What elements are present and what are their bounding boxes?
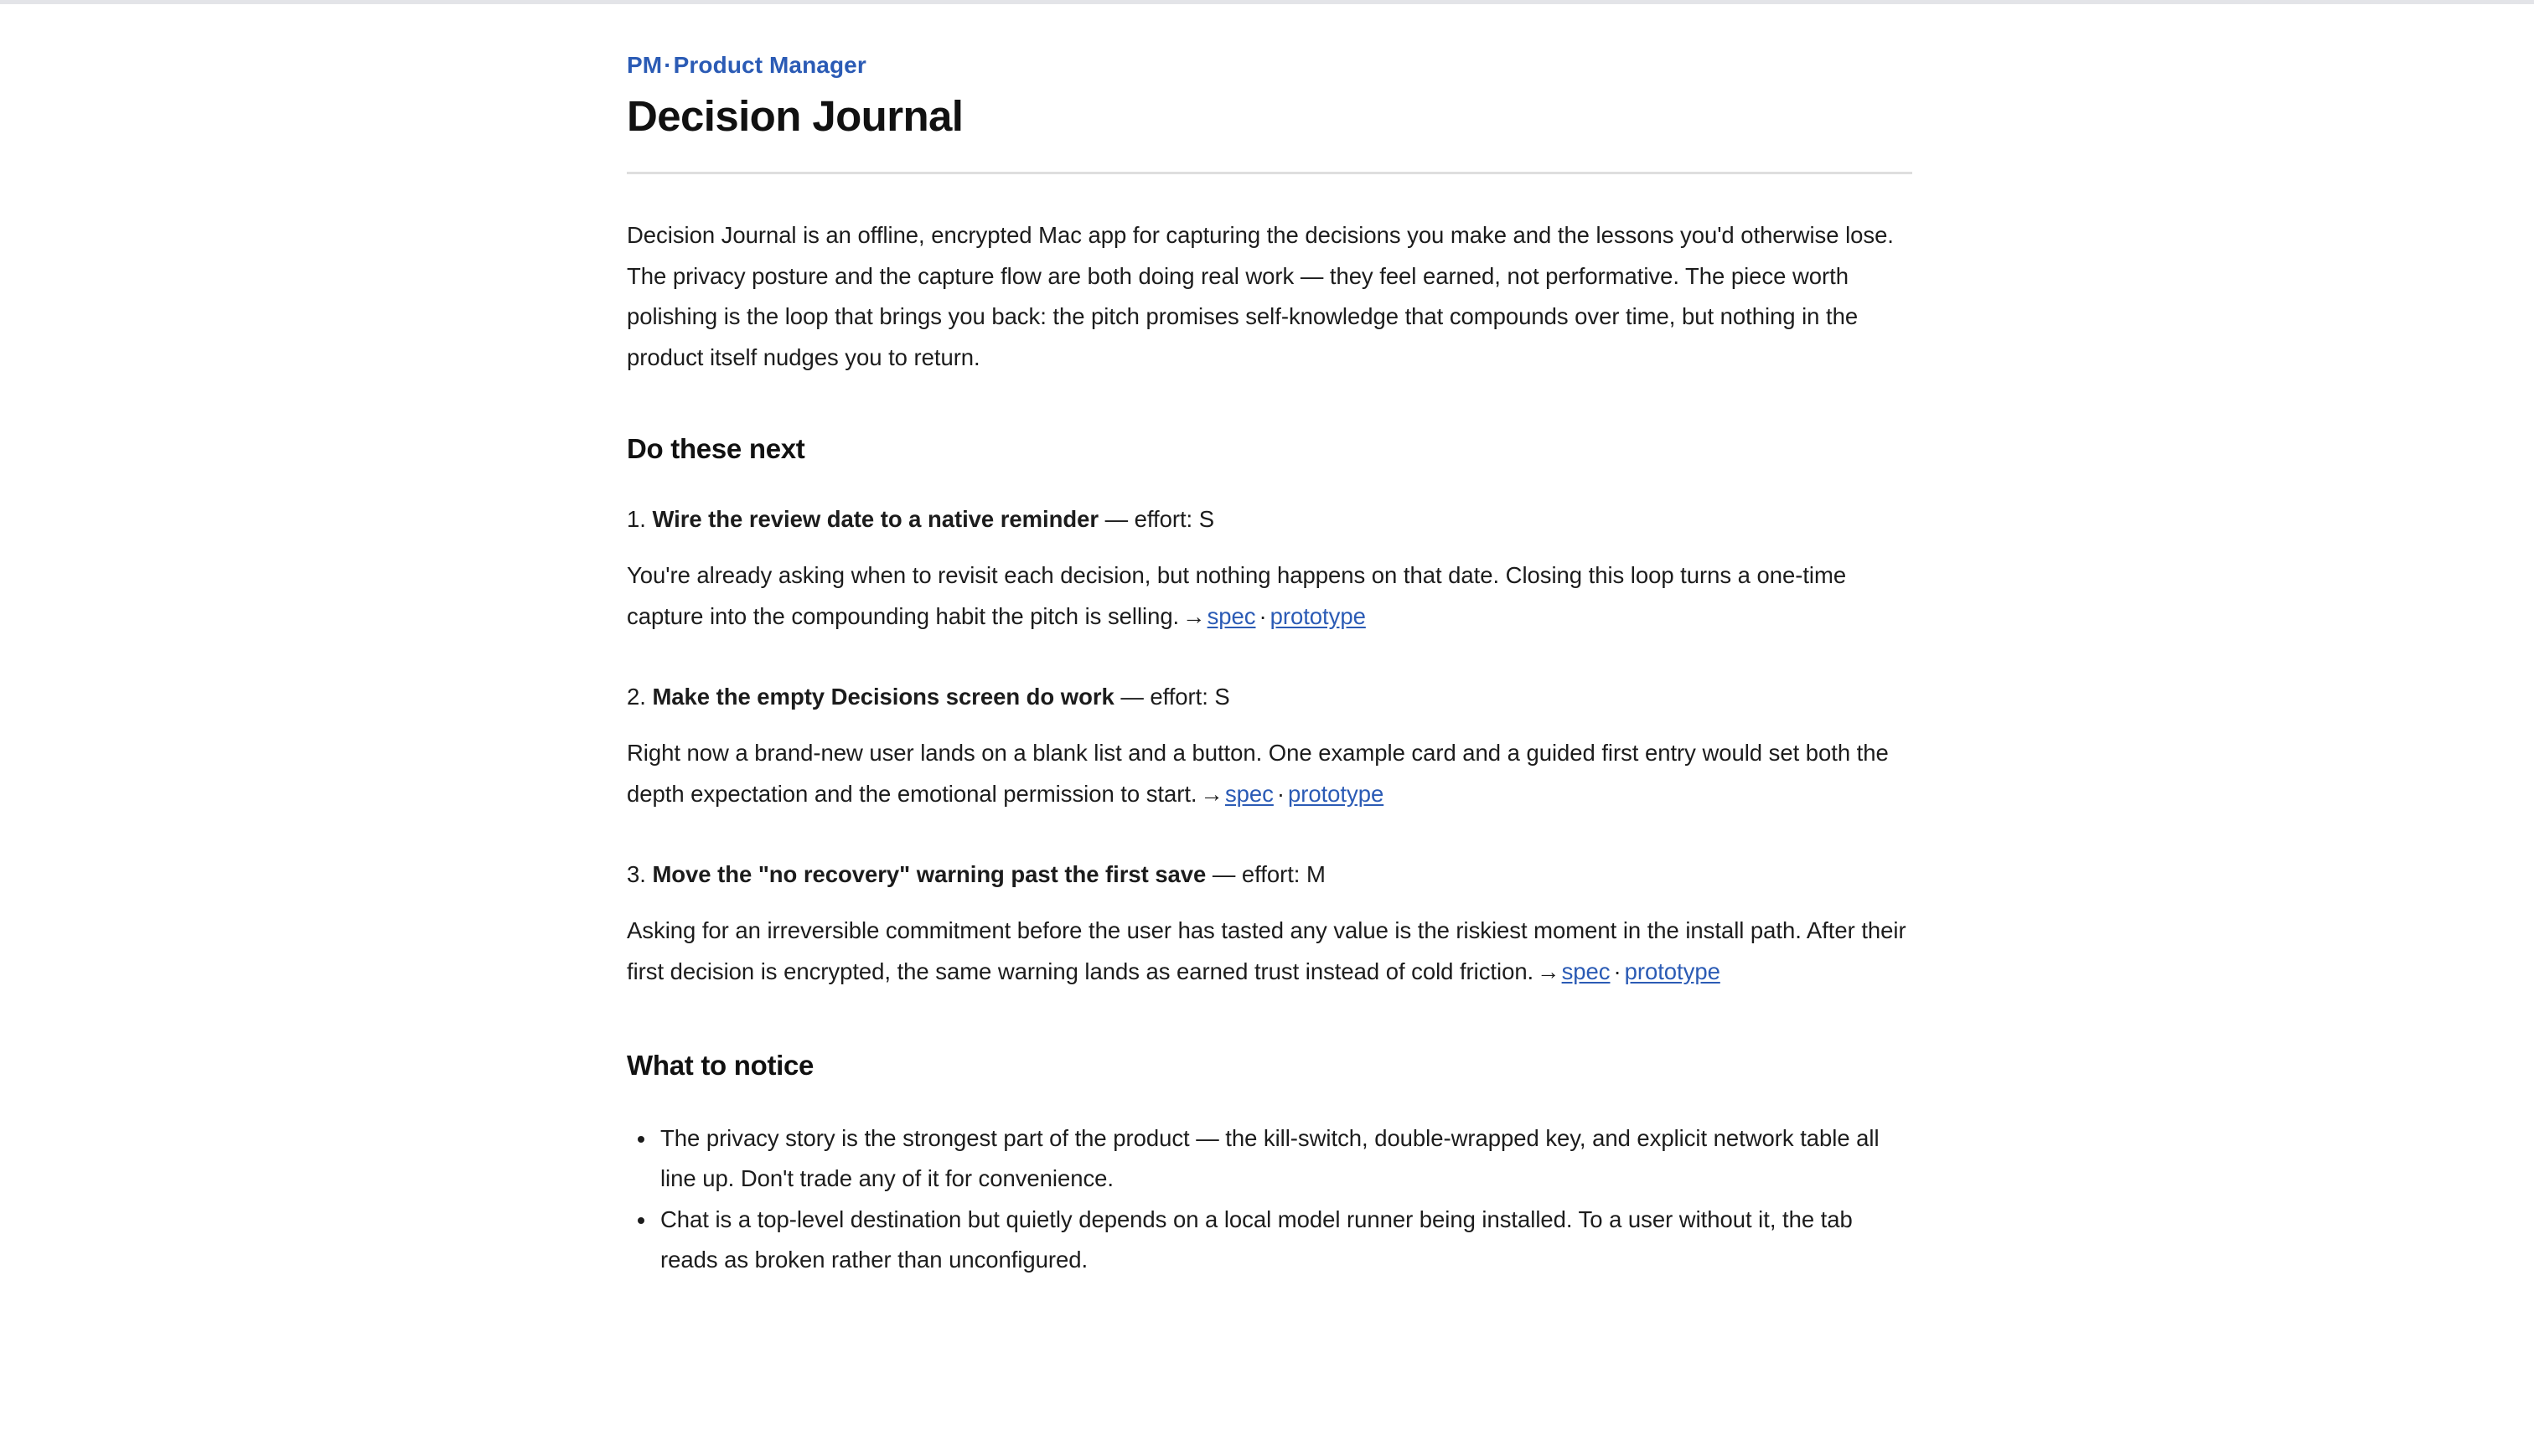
notice-list bbox=[627, 1118, 1912, 1281]
prototype-link[interactable]: prototype bbox=[1287, 780, 1384, 807]
notice-section bbox=[627, 1048, 1912, 1280]
title-divider bbox=[627, 172, 1912, 174]
arrow-right-icon: → bbox=[1537, 958, 1560, 984]
recommendation-effort: — effort: S bbox=[1120, 684, 1230, 710]
document-content-column bbox=[627, 50, 1912, 1281]
recommendation-heading bbox=[627, 856, 1912, 893]
spec-link[interactable]: spec bbox=[1207, 602, 1256, 629]
intro-section bbox=[627, 215, 1912, 378]
page-title: Decision Journal bbox=[627, 92, 964, 141]
recommendation-effort: — effort: S bbox=[1104, 506, 1215, 533]
recommendation-body bbox=[627, 733, 1912, 814]
recommendation-number: 2. bbox=[627, 684, 646, 710]
recommendation-number: 1. bbox=[627, 506, 646, 533]
list-item: • The privacy story is the strongest part of the product — the kill-switch, double-wrapped key, and explicit network table all line up. Don't trade any of it for convenience. bbox=[657, 1118, 1912, 1200]
recommendation-number: 3. bbox=[627, 861, 646, 888]
link-separator: · bbox=[1613, 958, 1621, 984]
spec-link[interactable]: spec bbox=[1224, 780, 1274, 807]
recommendation-body bbox=[627, 555, 1912, 637]
breadcrumb-role: PM bbox=[627, 52, 663, 78]
breadcrumb bbox=[627, 50, 1912, 80]
recommendations-heading: Do these next bbox=[627, 433, 805, 465]
link-separator: · bbox=[1259, 602, 1267, 629]
spec-link[interactable]: spec bbox=[1561, 958, 1611, 984]
recommendations-section bbox=[627, 431, 1912, 992]
prototype-link[interactable]: prototype bbox=[1624, 958, 1720, 984]
intro-paragraph: Decision Journal is an offline, encrypted Mac app for capturing the decisions you make and the lessons you'd otherwise lose. The privacy posture and the capture flow are both doing real work — they feel earned, not performative. The piece worth polishing is the loop that brings you back: the pitch promises self-knowledge that compounds over time, but nothing in the product itself nudges you to return. bbox=[627, 222, 1894, 370]
arrow-right-icon: → bbox=[1200, 780, 1223, 807]
breadcrumb-separator: · bbox=[664, 52, 672, 78]
recommendation-title: Wire the review date to a native reminder bbox=[652, 506, 1099, 533]
recommendation-title: Move the "no recovery" warning past the first save bbox=[652, 861, 1207, 888]
prototype-link[interactable]: prototype bbox=[1270, 602, 1366, 629]
list-item: • Chat is a top-level destination but quietly depends on a local model runner being installed. To a user without it, the tab reads as broken rather than unconfigured. bbox=[657, 1200, 1912, 1281]
recommendation-title: Make the empty Decisions screen do work bbox=[652, 684, 1114, 710]
recommendation-item bbox=[627, 501, 1912, 637]
notice-heading: What to notice bbox=[627, 1050, 814, 1082]
recommendation-heading bbox=[627, 501, 1912, 538]
recommendation-body bbox=[627, 911, 1912, 992]
document-page bbox=[0, 4, 2534, 1456]
recommendation-heading bbox=[627, 679, 1912, 715]
arrow-right-icon: → bbox=[1182, 602, 1206, 629]
recommendation-item bbox=[627, 856, 1912, 992]
breadcrumb-title: Product Manager bbox=[673, 52, 866, 78]
recommendation-item bbox=[627, 679, 1912, 814]
recommendation-body-text: Asking for an irreversible commitment before the user has tasted any value is the riskiest moment in the install path. After their first decision is encrypted, the same warning lands as earned trust instead of cold friction. bbox=[627, 917, 1906, 984]
link-separator: · bbox=[1276, 780, 1285, 807]
recommendation-body-text: Right now a brand-new user lands on a blank list and a button. One example card and a guided first entry would set both the depth expectation and the emotional permission to start. bbox=[627, 740, 1889, 807]
recommendation-body-text: You're already asking when to revisit each decision, but nothing happens on that date. Closing this loop turns a one-time capture into the compounding habit the pitch is selling. bbox=[627, 562, 1847, 629]
recommendation-effort: — effort: M bbox=[1212, 861, 1326, 888]
recommendations-list bbox=[627, 501, 1912, 992]
